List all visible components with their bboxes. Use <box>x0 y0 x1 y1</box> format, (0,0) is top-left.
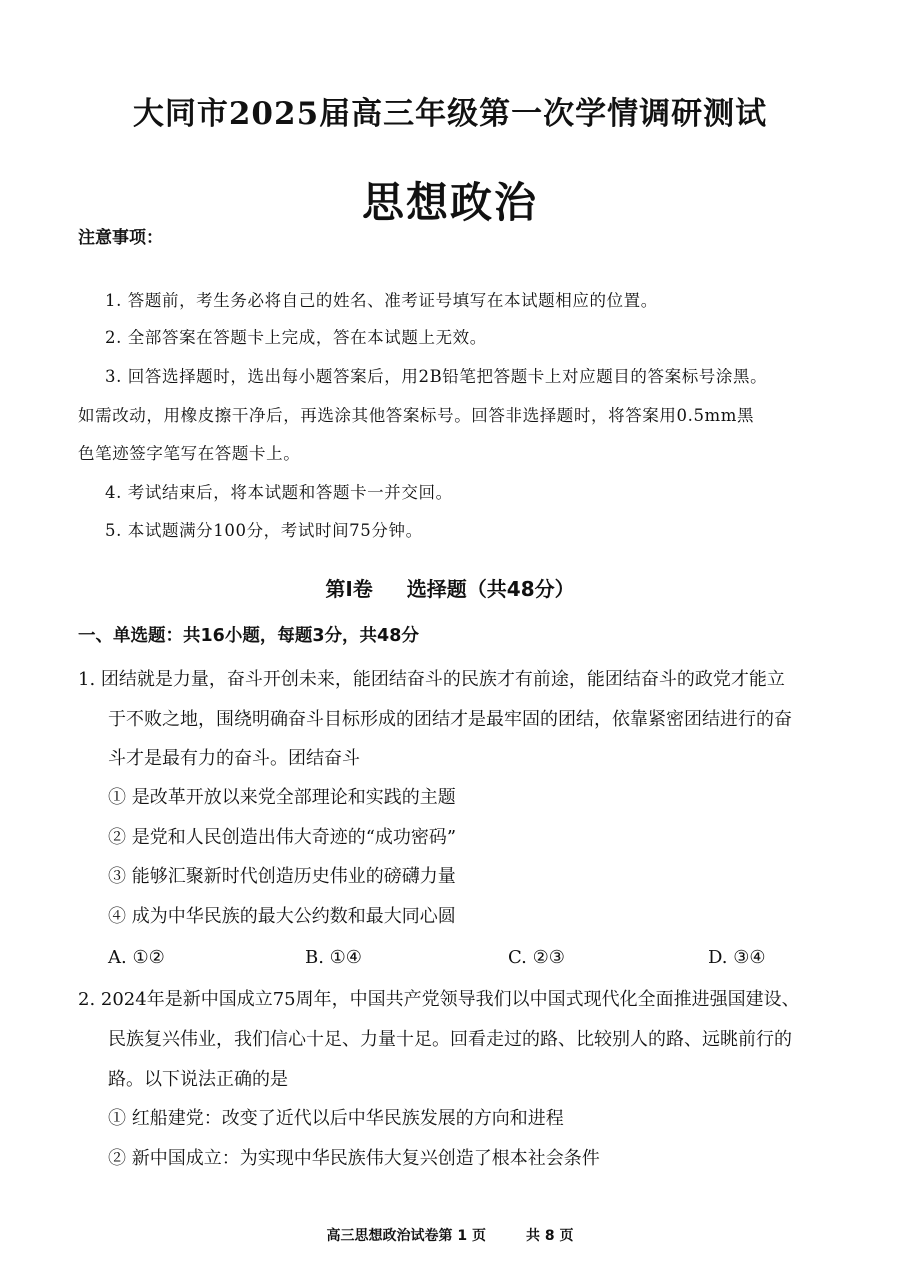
question-1-item-4: ④ 成为中华民族的最大公约数和最大同心圆 <box>108 906 456 927</box>
question-1-line-2: 于不败之地，围绕明确奋斗目标形成的团结才是最牢固的团结，依靠紧密团结进行的奋 <box>108 709 792 730</box>
question-2-line-2: 民族复兴伟业，我们信心十足、力量十足。回看走过的路、比较别人的路、远眺前行的 <box>108 1029 792 1050</box>
question-2-line-3: 路。以下说法正确的是 <box>108 1069 288 1090</box>
notice-line-3: 3. 回答选择题时，选出每小题答案后，用2B铅笔把答题卡上对应题目的答案标号涂黑。 <box>105 367 768 386</box>
section-part: 第Ⅰ卷 <box>325 577 373 601</box>
notice-line-3-end: 色笔迹签字笔写在答题卡上。 <box>78 444 301 463</box>
notice-line-1: 1. 答题前，考生务必将自己的姓名、准考证号填写在本试题相应的位置。 <box>105 291 658 310</box>
notice-line-4: 4. 考试结束后，将本试题和答题卡一并交回。 <box>105 483 453 502</box>
subject-title: 思想政治 <box>361 178 538 227</box>
question-2-item-1: ① 红船建党：改变了近代以后中华民族发展的方向和进程 <box>108 1108 564 1129</box>
page-footer <box>0 1225 900 1245</box>
question-1-item-3: ③ 能够汇聚新时代创造历史伟业的磅礴力量 <box>108 866 456 887</box>
footer-total-pages: 共 8 页 <box>526 1228 574 1244</box>
notice-line-5: 5. 本试题满分100分，考试时间75分钟。 <box>105 521 423 540</box>
question-1-choice-b: B. ①④ <box>305 947 362 968</box>
question-1-line-1: 1. 团结就是力量，奋斗开创未来，能团结奋斗的民族才有前途，能团结奋斗的政党才能立 <box>78 669 785 690</box>
section-name: 选择题（共48分） <box>406 577 575 601</box>
notice-line-2: 2. 全部答案在答题卡上完成，答在本试题上无效。 <box>105 328 487 347</box>
part-heading: 一、单选题：共16小题，每题3分，共48分 <box>78 626 419 646</box>
footer-page-number: 高三思想政治试卷第 1 页 <box>326 1228 486 1244</box>
question-1-choice-c: C. ②③ <box>508 947 565 968</box>
notice-line-3-cont: 如需改动，用橡皮擦干净后，再选涂其他答案标号。回答非选择题时，将答案用0.5mm黑 <box>78 406 755 425</box>
notice-heading: 注意事项： <box>78 228 163 248</box>
question-1-choice-a: A. ①② <box>108 947 165 968</box>
question-1-line-3: 斗才是最有力的奋斗。团结奋斗 <box>108 748 360 769</box>
question-1-item-1: ① 是改革开放以来党全部理论和实践的主题 <box>108 787 456 808</box>
exam-title: 大同市2025届高三年级第一次学情调研测试 <box>132 96 768 132</box>
question-2-item-2: ② 新中国成立：为实现中华民族伟大复兴创造了根本社会条件 <box>108 1148 600 1169</box>
question-1-choice-d: D. ③④ <box>708 947 766 968</box>
section-heading <box>0 573 900 602</box>
question-2-line-1: 2. 2024年是新中国成立75周年，中国共产党领导我们以中国式现代化全面推进强国建设、 <box>78 989 800 1010</box>
question-1-item-2: ② 是党和人民创造出伟大奇迹的“成功密码” <box>108 827 457 848</box>
